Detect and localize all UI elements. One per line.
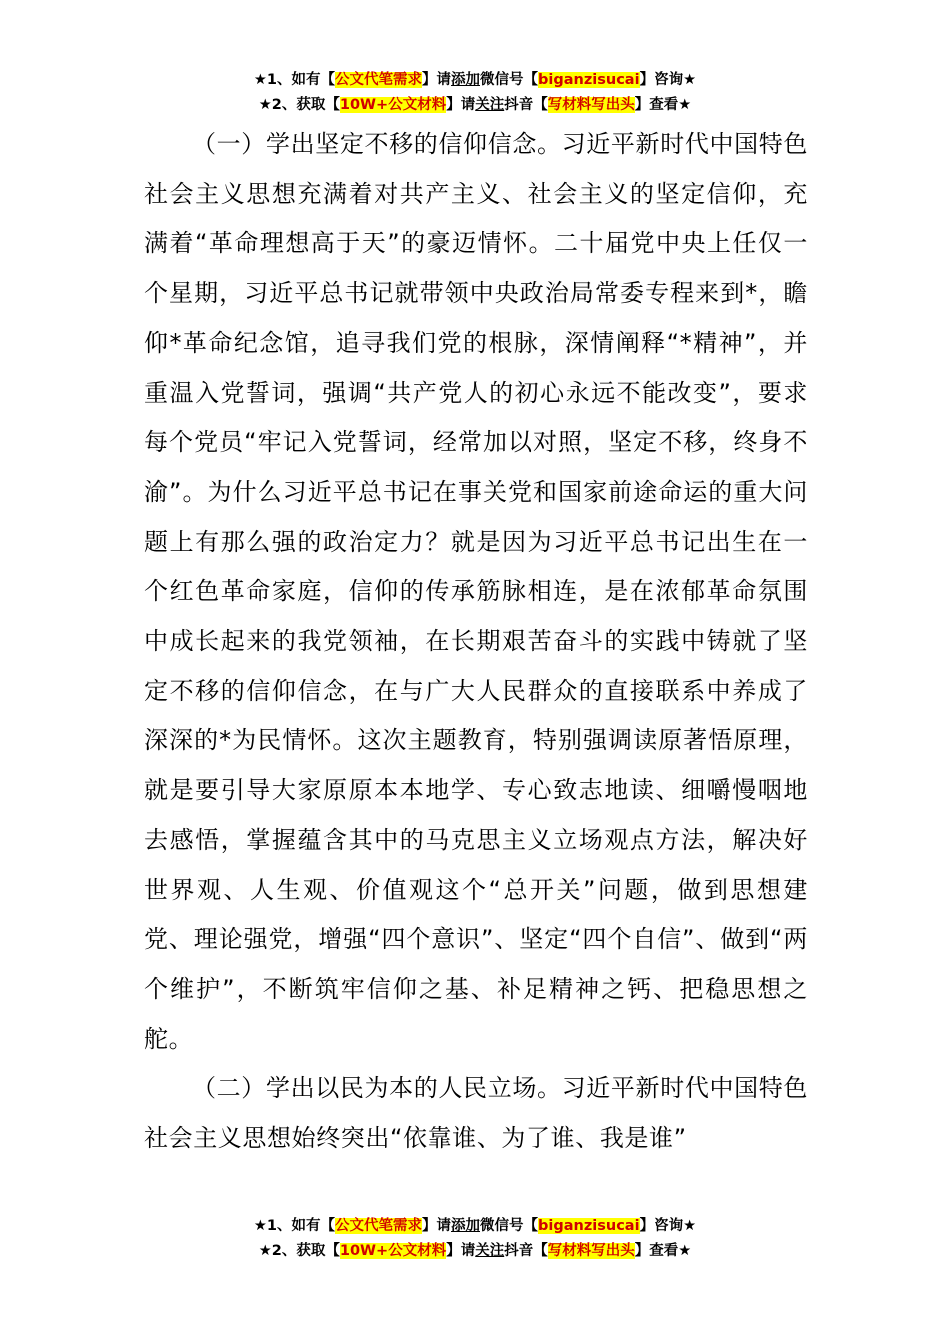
footer-line-1-emphasis: 添加 xyxy=(451,1218,481,1234)
header-line-2-highlight-materials: 10W+公文材料 xyxy=(339,97,447,113)
footer-line-2-mid2: 抖音【 xyxy=(504,1243,548,1259)
footer-line-1 xyxy=(0,1214,950,1239)
footer-line-2-suffix: 】查看★ xyxy=(634,1243,692,1259)
header-line-1-emphasis: 添加 xyxy=(451,72,481,88)
footer-line-1-highlight-service: 公文代笔需求 xyxy=(335,1218,423,1234)
footer-line-2-emphasis: 关注 xyxy=(475,1243,505,1259)
footer-line-2 xyxy=(0,1239,950,1264)
header-line-1-mid: 】请 xyxy=(422,72,452,88)
footer-line-1-mid2: 微信号【 xyxy=(480,1218,539,1234)
paragraph-2: （二）学出以民为本的人民立场。习近平新时代中国特色社会主义思想始终突出“依靠谁、为了谁、我是谁” xyxy=(144,1074,808,1153)
header-line-2-mid2: 抖音【 xyxy=(504,97,548,113)
document-body xyxy=(144,120,808,1164)
footer-line-1-highlight-wechat: biganzisucai xyxy=(538,1218,640,1234)
header-line-1-mid2: 微信号【 xyxy=(480,72,539,88)
header-line-1 xyxy=(0,68,950,93)
header-line-2 xyxy=(0,93,950,118)
footer-line-2-highlight-douyin: 写材料写出头 xyxy=(547,1243,635,1259)
footer-line-1-suffix: 】咨询★ xyxy=(639,1218,697,1234)
header-line-1-highlight-service: 公文代笔需求 xyxy=(335,72,423,88)
footer-line-2-highlight-materials: 10W+公文材料 xyxy=(339,1243,447,1259)
footer-banner xyxy=(0,1214,950,1264)
header-line-1-highlight-wechat: biganzisucai xyxy=(538,72,640,88)
header-line-1-suffix: 】咨询★ xyxy=(639,72,697,88)
footer-line-2-prefix: ★2、获取【 xyxy=(258,1243,340,1259)
header-line-2-emphasis: 关注 xyxy=(475,97,505,113)
header-line-2-mid: 】请 xyxy=(446,97,476,113)
footer-line-2-mid: 】请 xyxy=(446,1243,476,1259)
header-line-2-suffix: 】查看★ xyxy=(634,97,692,113)
header-line-2-prefix: ★2、获取【 xyxy=(258,97,340,113)
footer-line-1-prefix: ★1、如有【 xyxy=(253,1218,336,1234)
header-banner xyxy=(0,68,950,118)
header-line-2-highlight-douyin: 写材料写出头 xyxy=(547,97,635,113)
footer-line-1-mid: 】请 xyxy=(422,1218,452,1234)
header-line-1-prefix: ★1、如有【 xyxy=(253,72,336,88)
paragraph-1: （一）学出坚定不移的信仰信念。习近平新时代中国特色社会主义思想充满着对共产主义、社会主义的坚定信仰，充满着“革命理想高于天”的豪迈情怀。二十届党中央上任仅一个星期，习近平总书记就带领中央政治局常委专程来到*，瞻仰*革命纪念馆，追寻我们党的根脉，深情阐释“*精神”，并重温入党誓词，强调“共产党人的初心永远不能改变”，要求每个党员“牢记入党誓词，经常加以对照，坚定不移，终身不渝”。为什么习近平总书记在事关党和国家前途命运的重大问题上有那么强的政治定力？就是因为习近平总书记出生在一个红色革命家庭，信仰的传承筋脉相连，是在浓郁革命氛围中成长起来的我党领袖，在长期艰苦奋斗的实践中铸就了坚定不移的信仰信念，在与广大人民群众的直接联系中养成了深深的*为民情怀。这次主题教育，特别强调读原著悟原理，就是要引导大家原原本本地学、专心致志地读、细嚼慢咽地去感悟，掌握蕴含其中的马克思主义立场观点方法，解决好世界观、人生观、价值观这个“总开关”问题，做到思想建党、理论强党，增强“四个意识”、坚定“四个自信”、做到“两个维护”，不断筑牢信仰之基、补足精神之钙、把稳思想之舵。 xyxy=(144,130,808,1053)
